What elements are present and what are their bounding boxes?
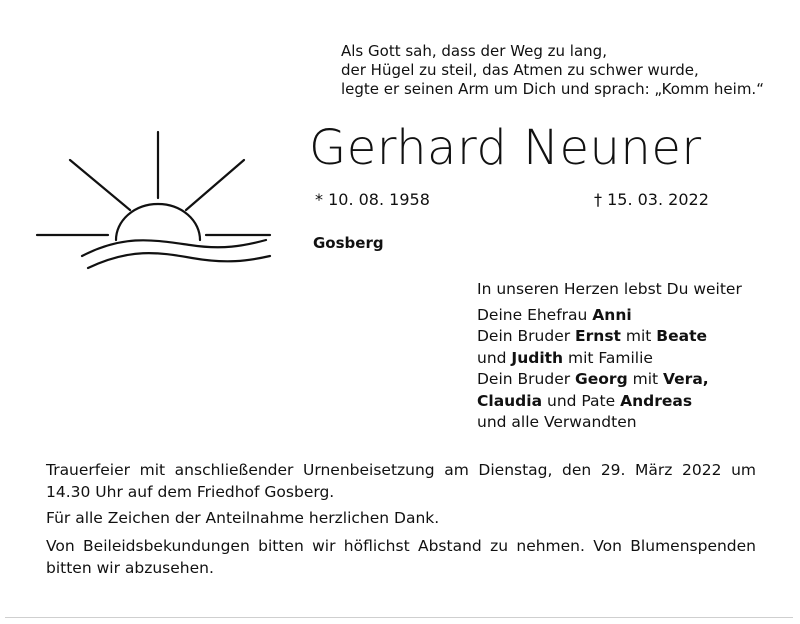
poem-line-1: Als Gott sah, dass der Weg zu lang, <box>341 42 607 60</box>
death-date: † 15. 03. 2022 <box>594 190 709 209</box>
poem-line-3: legte er seinen Arm um Dich und sprach: „Komm heim.“ <box>341 80 764 98</box>
ceremony-notice: Trauerfeier mit anschließender Urnenbeisetzung am Dienstag, den 29. März 2022 um 14.30 Uhr auf dem Friedhof Gosberg. <box>46 461 756 501</box>
mourner-line: und Judith mit Familie <box>477 348 653 367</box>
family-motto: In unseren Herzen lebst Du weiter <box>477 280 742 298</box>
condolence-request: Von Beileidsbekundungen bitten wir höflichst Abstand zu nehmen. Von Blumenspenden bitten wir abzusehen. <box>46 537 756 577</box>
birth-date: * 10. 08. 1958 <box>315 190 430 209</box>
mourner-line: Deine Ehefrau Anni <box>477 305 632 324</box>
mourner-line: Dein Bruder Georg mit Vera, <box>477 370 709 388</box>
hometown: Gosberg <box>313 234 384 252</box>
sunset-over-water-icon <box>34 128 274 278</box>
mourners-list <box>477 279 742 434</box>
poem-line-2: der Hügel zu steil, das Atmen zu schwer wurde, <box>341 61 699 79</box>
poem <box>341 42 764 99</box>
mourner-line: und alle Verwandten <box>477 413 637 431</box>
mourner-line: Claudia und Pate Andreas <box>477 391 693 410</box>
mourner-line: Dein Bruder Ernst mit Beate <box>477 327 708 345</box>
deceased-name: Gerhard Neuner <box>309 120 702 176</box>
thanks-notice: Für alle Zeichen der Anteilnahme herzlichen Dank. <box>46 509 440 527</box>
